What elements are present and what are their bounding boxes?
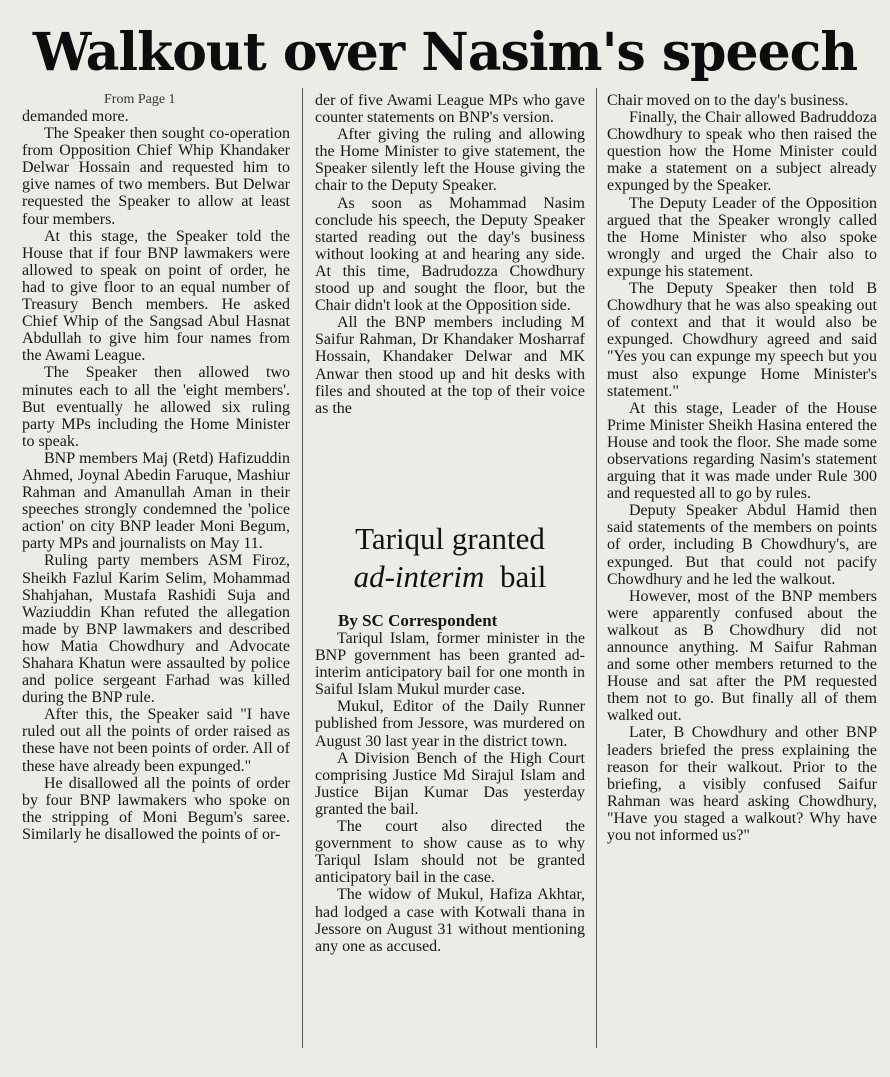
paragraph: He disallowed all the points of order by four BNP lawmakers who spoke on the stripping of Moni Begum's saree. Similarly he disallowed the points of or-: [22, 774, 290, 843]
byline: By SC Correspondent: [338, 611, 498, 630]
paragraph: Chair moved on to the day's business.: [607, 92, 849, 109]
paragraph: der of five Awami League MPs who gave counter statements on BNP's version.: [315, 92, 585, 127]
paragraph: The Speaker then allowed two minutes each to all the 'eight members'. But eventually he allowed six ruling party MPs including the Home Minister to speak.: [22, 364, 290, 450]
paragraph: Later, B Chowdhury and other BNP leaders briefed the press explaining the reason for their walkout. Prior to the briefing, a visibly confused Saifur Rahman was heard asking Chowdhury, "Have you staged a walkout? Why have you not informed us?": [607, 724, 877, 845]
paragraph: At this stage, Leader of the House Prime Minister Sheikh Hasina entered the House and took the floor. She made some observations regarding Nasim's statement arguing that it was made under Rule 300 and requested all to go by rules.: [607, 399, 877, 503]
sub-story-headline-line1: Tariqul granted: [355, 521, 545, 556]
paragraph: After giving the ruling and allowing the Home Minister to give statement, the Speaker silently left the House giving the chair to the Deputy Speaker.: [315, 126, 585, 195]
paragraph: demanded more.: [22, 108, 129, 125]
sub-story-headline-italic: ad-interim: [353, 559, 485, 594]
paragraph: However, most of the BNP members were apparently confused about the walkout as B Chowdhury did not announce anything. M Saifur Rahman and some other members returned to the House and sat after the PM requested them not to go. But finally all of them walked out.: [607, 587, 877, 725]
paragraph: A Division Bench of the High Court comprising Justice Md Sirajul Islam and Justice Bijan Kumar Das yesterday granted the bail.: [315, 749, 585, 818]
paragraph: The widow of Mukul, Hafiza Akhtar, had lodged a case with Kotwali thana in Jessore on August 31 without mentioning any one as accused.: [315, 886, 585, 955]
paragraph: As soon as Mohammad Nasim conclude his speech, the Deputy Speaker started reading out the day's business without looking at and hearing any side. At this time, Badrudozza Chowdhury stood up and sought the floor, but the Chair didn't look at the Opposition side.: [315, 194, 585, 315]
paragraph: Tariqul Islam, former minister in the BNP government has been granted ad-interim anticipatory bail for one month in Saiful Islam Mukul murder case.: [315, 630, 585, 699]
article-column-1: [22, 92, 290, 843]
continuation-label: From Page 1: [104, 92, 176, 107]
column-divider: [302, 88, 303, 1048]
sub-story-headline-line2: [315, 558, 585, 596]
headline: Walkout over Nasim's speech: [32, 22, 858, 83]
paragraph: The Speaker then sought co-operation from Opposition Chief Whip Khandaker Delwar Hossain and requested him to give names of two members. But Delwar requested the Speaker to allow at least four members.: [22, 125, 290, 228]
paragraph: At this stage, the Speaker told the House that if four BNP lawmakers were allowed to speak on point of order, he had to give floor to an equal number of Treasury Bench members. He asked Chief Whip of the Sangsad Abul Hasnat Abdullah to give him four names from the Awami League.: [22, 227, 290, 365]
paragraph: All the BNP members including M Saifur Rahman, Dr Khandaker Mosharraf Hossain, Khandaker Delwar and MK Anwar then stood up and hit desks with files and shouted at the top of their voice as the: [315, 314, 585, 417]
paragraph: Ruling party members ASM Firoz, Sheikh Fazlul Karim Selim, Mohammad Shahjahan, Mustafa Rashidi Suja and Waziuddin Khan refuted the allegation made by BNP lawmakers and described how Matia Chowdhury and Advocate Shahara Khatun were assaulted by police and police sergeant Farhad was killed during the BNP rule.: [22, 552, 290, 707]
paragraph: Deputy Speaker Abdul Hamid then said statements of the members on points of order, including B Chowdhury's, are expunged. But that could not pacify Chowdhury and he led the walkout.: [607, 502, 877, 588]
column-divider: [596, 88, 597, 1048]
sub-story-headline-end: bail: [499, 559, 547, 594]
paragraph: Mukul, Editor of the Daily Runner published from Jessore, was murdered on August 30 last year in the district town.: [315, 698, 585, 750]
paragraph: The Deputy Speaker then told B Chowdhury that he was also speaking out of context and that it would also be expunged. Chowdhury agreed and said "Yes you can expunge my speech but you must also expunge Home Minister's statement.": [607, 280, 877, 400]
paragraph: The Deputy Leader of the Opposition argued that the Speaker wrongly called the Home Minister who also spoke wrongly and urged the Chair also to expunge his statement.: [607, 194, 877, 280]
article-column-3: [607, 92, 877, 844]
paragraph: BNP members Maj (Retd) Hafizuddin Ahmed, Joynal Abedin Faruque, Mashiur Rahman and Amanullah Aman in their speeches strongly condemned the 'police action' on city BNP leader Moni Begum, party MPs and journalists on May 11.: [22, 449, 290, 553]
paragraph: The court also directed the government to show cause as to why Tariqul Islam should not be granted anticipatory bail in the case.: [315, 818, 585, 887]
sub-story-body: [315, 630, 585, 955]
paragraph: Finally, the Chair allowed Badruddoza Chowdhury to speak who then raised the question how the Home Minister could make a statement on a subject already expunged by the Speaker.: [607, 109, 877, 195]
article-column-2: [315, 92, 585, 417]
paragraph: After this, the Speaker said "I have ruled out all the points of order raised as these have not been points of order. All of these have already been expunged.": [22, 706, 290, 775]
sub-story-headline: [315, 520, 585, 596]
